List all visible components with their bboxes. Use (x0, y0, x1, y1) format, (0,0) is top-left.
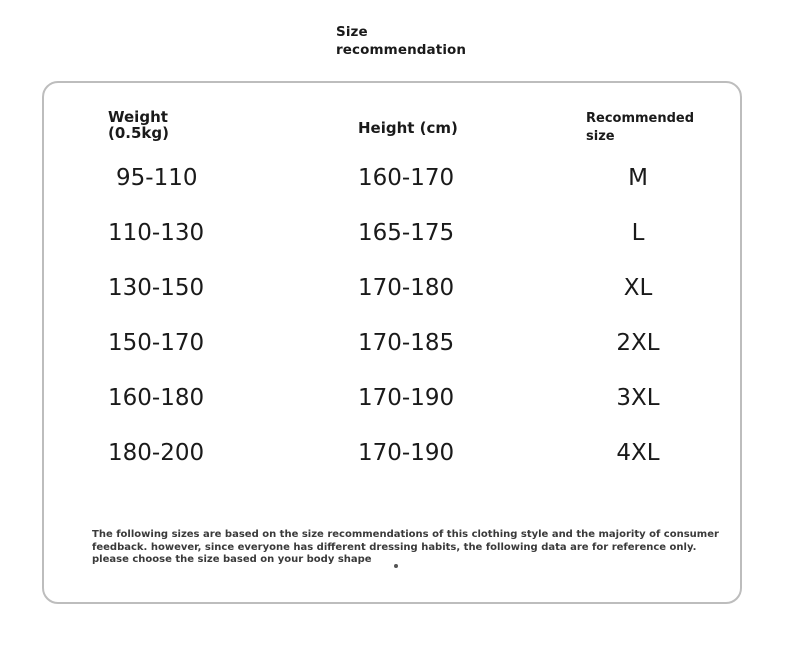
table-row (44, 430, 740, 485)
size-cell: M (628, 165, 648, 191)
footnote-line-2: feedback. however, since everyone has different dressing habits, the following data are for reference only. (92, 541, 697, 553)
table-row (44, 155, 740, 210)
page-title (336, 23, 466, 59)
table-row (44, 265, 740, 320)
weight-header-line-2: (0.5kg) (108, 124, 169, 142)
weight-cell: 110-130 (108, 220, 205, 246)
size-chart-card (42, 81, 742, 604)
page-title-line-2: recommendation (336, 42, 467, 58)
weight-cell: 95-110 (116, 165, 198, 191)
weight-cell: 130-150 (108, 275, 205, 301)
height-cell: 165-175 (358, 220, 455, 246)
size-header-line-2: size (586, 129, 615, 144)
weight-column-header (108, 109, 169, 141)
height-cell: 170-190 (358, 440, 455, 466)
weight-cell: 180-200 (108, 440, 205, 466)
footnote-line-1: The following sizes are based on the size recommendations of this clothing style and the majority of consumer (92, 529, 719, 540)
height-cell: 170-190 (358, 385, 455, 411)
weight-cell: 150-170 (108, 330, 205, 356)
reference-footnote (92, 529, 719, 567)
height-cell: 160-170 (358, 165, 455, 191)
table-row (44, 210, 740, 265)
size-cell: 2XL (616, 330, 660, 356)
size-table-body (44, 155, 740, 485)
size-cell: L (631, 220, 645, 246)
footnote-line-3: please choose the size based on your body shape (92, 554, 372, 565)
height-cell: 170-185 (358, 330, 455, 356)
table-row (44, 320, 740, 375)
weight-header-line-1: Weight (108, 108, 168, 126)
size-header-line-1: Recommended (586, 111, 695, 126)
decorative-dot (394, 564, 398, 568)
page-title-line-1: Size (336, 24, 368, 40)
height-cell: 170-180 (358, 275, 455, 301)
height-header-label: Height (cm) (358, 119, 458, 137)
size-column-header (586, 110, 694, 146)
size-cell: XL (623, 275, 653, 301)
weight-cell: 160-180 (108, 385, 205, 411)
size-cell: 3XL (616, 385, 660, 411)
size-cell: 4XL (616, 440, 660, 466)
height-column-header (358, 119, 458, 137)
table-row (44, 375, 740, 430)
